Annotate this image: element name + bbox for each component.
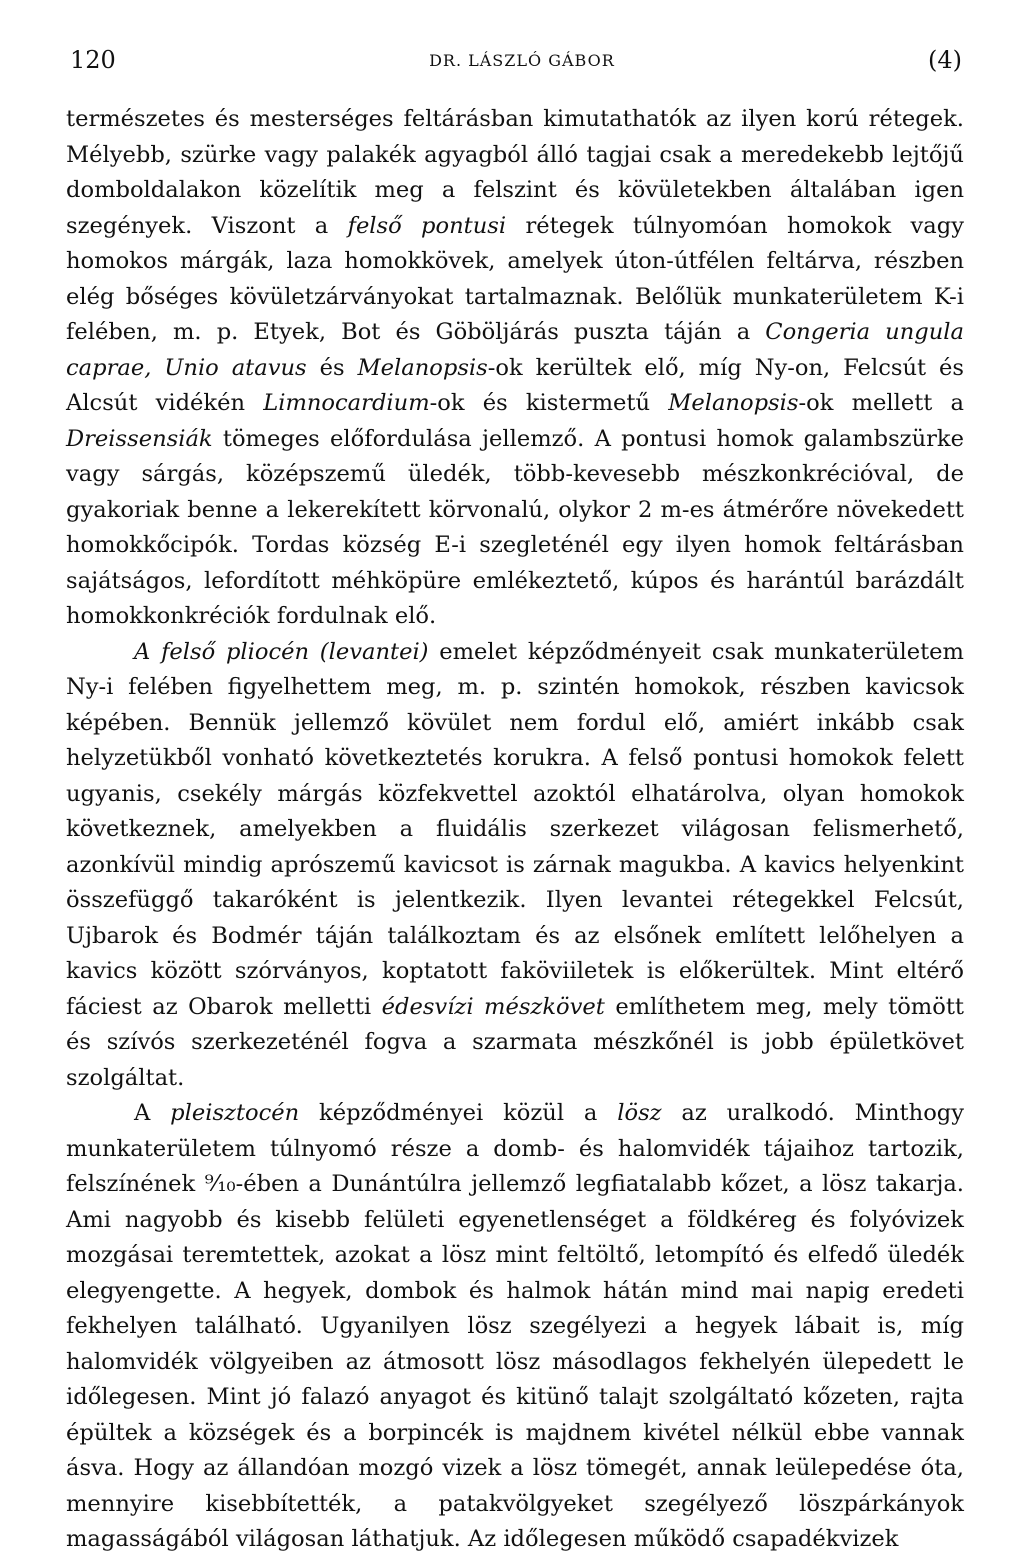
paragraph [66, 1096, 964, 1558]
text-run: képződményei közül a [299, 1100, 618, 1126]
text-run: -ok mellett a [798, 390, 964, 416]
italic-text: Congeria ungula caprae, Unio atavus [66, 319, 964, 381]
italic-text: Melanopsis [357, 354, 488, 381]
italic-text: Limnocardium [263, 390, 430, 416]
text-run: az uralkodó. Minthogy munkaterületem túlnyomó része a domb- és halomvidék tájaihoz tartozik, felszínének [66, 1100, 965, 1197]
italic-text: édesvízi mészkövet [381, 993, 605, 1020]
text-run: A [134, 1100, 171, 1126]
italic-text: Dreissensiák [66, 425, 213, 452]
italic-text: pleisztocén [170, 1100, 300, 1126]
text-run: -ok és kistermetű [429, 390, 669, 416]
italic-text: A felső pliocén (levantei) [134, 638, 429, 665]
fraction-text: ⁹⁄₁₀ [204, 1171, 236, 1197]
author-header: DR. LÁSZLÓ GÁBOR [429, 50, 615, 70]
text-run: említhetem meg, mely tömött és szívós szerkezeténél fogva a szarmata mészkőnél is jobb épületkövet szolgáltat. [66, 993, 964, 1091]
italic-text: lösz [617, 1100, 662, 1126]
text-run: -ében a Dunántúlra jellemző legfiatalabb kőzet, a lösz takarja. Ami nagyobb és kisebb felületi egyenetlenséget a földkéreg és folyóvizek mozgásai teremtettek, azokat a lösz mint feltöltő, letompító és elfedő üledék elegyengette. A hegyek, dombok és halmok hátán mind mai napig eredeti fekhelyen található. Ugyanilyen lösz szegélyezi a hegyek lábait is, míg halomvidék völgyeiben az átmosott lösz másodlagos fekhelyén ülepedett le időlegesen. Mint jó falazó anyagot és kitünő talajt szolgáltató kőzeten, rajta épültek a községek és a borpincék is majdnem kivétel nélkül ebbe vannak ásva. Hogy az állandóan mozgó vizek a lösz tömegét, annak leülepedése óta, mennyire kisebbítették, a patakvölgyeket szegélyező löszpárkányok magasságából világosan láthatjuk. Az időlegesen működő csapadékvizek [66, 1171, 964, 1552]
text-run: -ok kerültek elő, míg Ny-on, Felcsút és Alcsút vidékén [66, 354, 964, 416]
issue-number: (4) [928, 46, 962, 74]
paragraph [66, 635, 964, 1097]
italic-text: Melanopsis [668, 390, 799, 416]
text-run: tömeges előfordulása jellemző. A pontusi homok galambszürke vagy sárgás, középszemű üledék, több-kevesebb mészkonkrécióval, de gyakoriak benne a lekerekített körvonalú, olykor 2 m-es átmérőre növekedett homokkőcipók. Tordas község E-i szegleténél egy ilyen homok feltárásban sajátságos, lefordított méhköpüre emlékeztető, kúpos és harántúl barázdált homokkonkréciók fordulnak elő. [66, 425, 964, 629]
text-run: rétegek túlnyomóan homokok vagy homokos márgák, laza homokkövek, amelyek úton-útfélen feltárva, részben elég bőséges kövületzárványokat tartalmaznak. Belőlük munkaterületem K-i felében, m. p. Etyek, Bot és Göböljárás puszta táján a [66, 212, 964, 345]
paragraph [66, 102, 964, 635]
page-number: 120 [70, 46, 116, 74]
text-run: emelet képződményeit csak munkaterületem Ny-i felében figyelhettem meg, m. p. szintén homokok, részben kavicsok képében. Bennük jellemző kövület nem fordul elő, amiért inkább csak helyzetükből vonható következtetés korukra. A felső pontusi homokok felett ugyanis, csekély márgás közfekvettel azoktól elhatárolva, olyan homokok következnek, amelyekben a fluidális szerkezet világosan felismerhető, azonkívül mindig aprószemű kavicsot is zárnak magukba. A kavics helyenkint összefüggő takaróként is jelentkezik. Ilyen levantei rétegekkel Felcsút, Ujbarok és Bodmér táján találkoztam és az elsőnek említett lelőhelyen a kavics között szórványos, koptatott faköviiletek is előkerültek. Mint eltérő fáciest az Obarok melletti [66, 638, 964, 1020]
italic-text: felső pontusi [347, 212, 507, 239]
running-header [70, 40, 962, 80]
text-run: és [306, 354, 358, 381]
text-run: természetes és mesterséges feltárásban kimutathatók az ilyen korú rétegek. Mélyebb, szürke vagy palakék agyagból álló tagjai csak a meredekebb lejtőjű domboldalakon közelítik meg a felszint és kövületekben általában igen szegények. Viszont a [66, 106, 964, 239]
body-text [66, 102, 964, 1558]
